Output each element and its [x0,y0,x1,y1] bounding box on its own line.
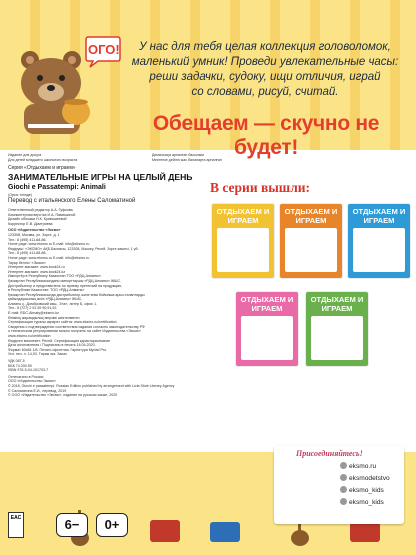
slogan: Обещаем — скучно не будет! [152,112,380,159]
eac-mark: ЕАС [8,512,24,538]
imprint-line: қабылдаушының өкілі «РДЦ-Алматы» ЖШС, [8,297,83,302]
imprint-line: Home page: www.eksmo.ru E-mail: info@eksmo.ru [8,242,90,247]
vk-icon [340,474,347,481]
cover-illustration [241,316,293,360]
series-label: Серия «Отдыхаем и играем» [8,165,76,171]
imprint-line: Тел.: 8 (727) 2 51 59 90,91,92. [8,306,58,311]
language-note: (Орыс тілінде) [8,193,32,197]
imprint-line: Интернет-магазин: www.book24.kz [8,269,66,274]
imprint-line: Өндіруші: «ЭКСМО» АҚБ Баспасы, 123308, Мәскеу, Ресей, Зорге көшесі, 1 үй. [8,246,139,251]
bbk-code: ББК 74.200.59 [8,363,32,368]
imprint-line: 123308, Москва, ул. Зорге, д. 1 [8,232,60,237]
social-item[interactable] [340,498,384,506]
imprint-line: Формат 60x84 1/8. Печать офсетная. Гарнитура Myriad Pro. [8,347,108,352]
age-note-line: Для детей младшего школьного возраста [8,157,78,162]
age-note-line: Издание для досуга [8,153,42,157]
book-subtitle: Giochi e Passatempi: Animali [8,184,106,191]
cover-title: ОТДЫХАЕМ И ИГРАЕМ [352,207,406,225]
imprint-line: Корректор Е.В. Дмитриева [8,221,53,226]
imprint-line: Сертификация туралы ақпарат сайтта: www.eksmo.ru/certification [8,320,117,325]
imprint-line: Ответственный редактор А.А. Гуфкова [8,208,73,212]
social-label: eksmo.ru [349,463,377,470]
social-item[interactable] [340,486,384,494]
imprint-line: Қазақстан Республикасындағы импорттаушы «РДЦ-Алматы» ЖШС. [8,278,122,283]
intro-line: реши задачки, судоку, ищи отличия, играй [149,71,381,83]
imprint-line: Тел.: 8 (495) 411-68-86. [8,251,47,256]
globe-icon [340,462,347,469]
intro-line: со словами, рисуй, считай. [191,86,339,98]
social-label: eksmo_kids [349,499,384,506]
series-cover [306,292,368,366]
cover-title: ОТДЫХАЕМ И ИГРАЕМ [310,295,364,313]
cover-illustration [353,228,405,272]
imprint-line: Усл. печ. л. 14,93. Тираж экз. Заказ [8,352,67,357]
intro-line: маленький умник! Проведи увлекательные часы: [131,56,399,68]
imprint-line: Тауар белгісі: «Эксмо» [8,260,46,265]
series-heading: В серии вышли: [210,180,311,195]
printed-line: ООО «Издательство Эксмо» [8,379,56,384]
cover-title: ОТДЫХАЕМ И ИГРАЕМ [240,295,294,313]
social-label: eksmodetstvo [349,475,390,482]
age-note-line: Демалысқа арналған басылым [152,153,204,157]
intro-text [124,40,406,100]
instagram-icon [340,486,347,493]
youtube-icon [340,498,347,505]
series-cover [280,204,342,278]
series-cover [236,292,298,366]
translator: Перевод с итальянского Елены Саломатиной [8,198,136,204]
imprint-line: в Республике Казахстан: ТОО «РДЦ-Алматы» [8,288,85,293]
printed-line: Отпечатано в России. [8,374,45,379]
intro-line: У нас для тебя целая коллекция головоломок, [139,41,391,53]
printed-line: © ООО «Издательство «Эксмо», издание на русском языке, 2020 [8,393,118,398]
imprint-line: Тел.: 8 (495) 411-68-86. [8,237,47,242]
cover-title: ОТДЫХАЕМ И ИГРАЕМ [216,207,270,225]
age-badge: 0+ [96,513,128,537]
imprint-line: Дизайн обложки Н.К. Кривошеевой [8,217,67,222]
age-badge: 6− [56,513,88,537]
age-note-right [152,153,262,162]
cover-illustration [311,316,363,360]
imprint-line: Home page: www.eksmo.ru E-mail: info@eksmo.ru [8,255,90,260]
social-item[interactable] [340,474,390,482]
series-cover [212,204,274,278]
social-item[interactable] [340,462,376,470]
isbn: ISBN 978-5-04-101703-7 [8,368,49,373]
printed-line: © Саломатина Е.И., перевод, 2019 [8,388,67,393]
social-label: eksmo_kids [349,487,384,494]
imprint-line: Қазақстан Республикасында дистрибьютор және өнім бойынша арыз-талаптарды [8,292,145,297]
cover-illustration [217,228,269,272]
imprint-line: Дата изготовления / Подписано в печать 16.04.2020. [8,343,96,348]
imprint-line: Өндірген мемлекет: Ресей. Сертификация қарастырылмаған [8,338,110,343]
imprint-line: Компьютерная верстка И.А. Памешиной [8,212,76,217]
imprint-line: www.eksmo.ru/certification [8,334,51,339]
imprint-line: о техническом регулировании можно получить на сайте Издательства «Эксмо» [8,329,141,334]
printed-line: © 2018, Giochi e passatempi. Russian Edition published by arrangement with Livia Stole Literary Agency [8,383,175,388]
imprint-line: E-mail: RDC-Almaty@eksmo.kz [8,311,59,316]
age-note-line: Мектепке дейінгі жас балаларға арналған [152,157,222,162]
imprint-line: Дистрибьютор и представитель по приему претензий на продукцию, [8,283,123,288]
imprint-line: Өнімнің жарамдылық мерзімі шектелмеген. [8,315,81,320]
cover-illustration [285,228,337,272]
imprint-line: Интернет-магазин: www.book24.ru [8,265,65,270]
cover-title: ОТДЫХАЕМ И ИГРАЕМ [284,207,338,225]
imprint-line: Сведения о подтверждении соответствия издания согласно законодательству РФ [8,324,145,329]
imprint-line: Импортёр в Республику Казахстан ТОО «РДЦ-Алматы». [8,274,102,279]
book-title: ЗАНИМАТЕЛЬНЫЕ ИГРЫ НА ЦЕЛЫЙ ДЕНЬ [8,172,193,182]
age-note-left [8,153,108,162]
imprint-block [8,208,213,398]
udc-code: УДК 087.5 [8,359,25,363]
series-cover [348,204,410,278]
join-title: Присоединяйтесь! [296,449,363,458]
bubble-text: ОГО! [88,42,120,57]
imprint-line: ООО «Издательство «Эксмо» [8,228,61,233]
imprint-line: Алматы қ., Домбровский көш., 3«а», литер Б, офис 1. [8,301,98,306]
